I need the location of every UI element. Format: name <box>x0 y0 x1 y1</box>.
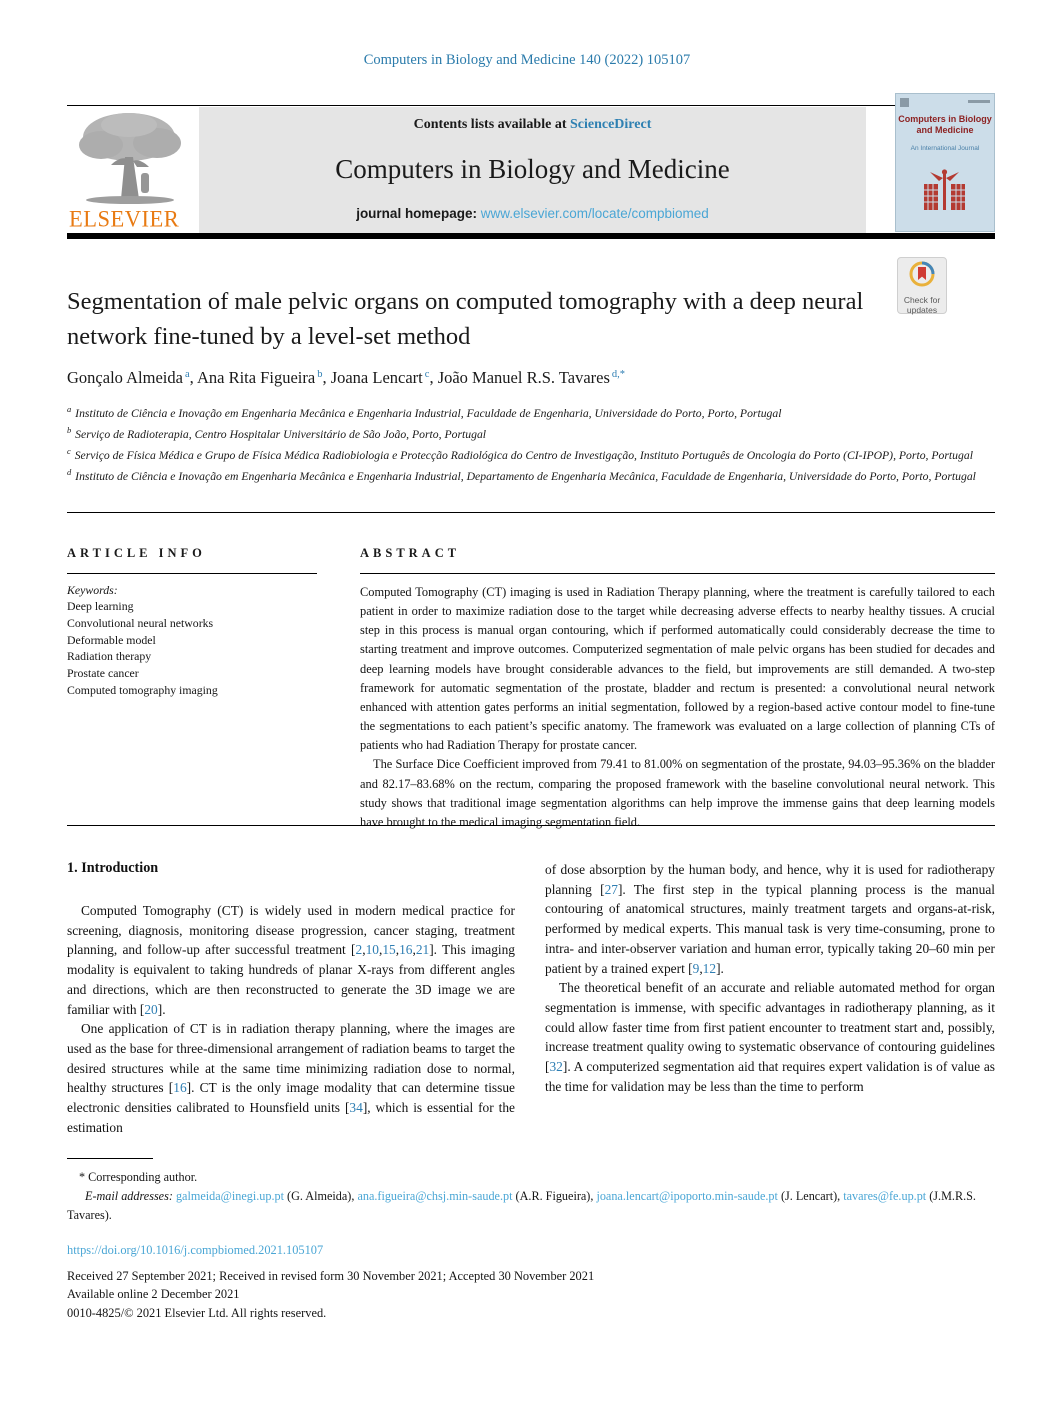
intro-paragraph <box>545 860 995 978</box>
citation-ref[interactable]: 12 <box>702 960 717 976</box>
abstract-paragraph: The Surface Dice Coefficient improved from 79.41 to 81.00% on segmentation of the prostate, 94.03–95.36% on the bladder and 82.17–83.68% on the rectum, comparing the proposed framework with the baseline convolutional neural network. This study shows that traditional image segmentation algorithms can help improve the immense gains that deep learning models have brought to the medical imaging segmentation field. <box>360 757 995 829</box>
text-run: Gonçalo Almeida <box>67 368 183 387</box>
keyword-item: Deformable model <box>67 632 156 647</box>
check-updates-badge[interactable] <box>897 257 947 314</box>
affiliation-b <box>67 424 995 445</box>
elsevier-wordmark: ELSEVIER <box>69 205 180 232</box>
citation-ref[interactable]: 16 <box>399 942 413 958</box>
text-run: One application of CT is in radiation therapy planning, where the images are used as the base for three-dimensional arrangement of radiation beams to target the desired structures while at the same time minimizing radiation dose to normal, healthy structures [ <box>67 1021 515 1096</box>
citation-ref[interactable]: 21 <box>415 942 430 958</box>
citation-ref[interactable]: 15 <box>382 942 396 958</box>
text-run: , <box>395 942 400 958</box>
intro-paragraph <box>545 978 995 1096</box>
email-link[interactable]: joana.lencart@ipoporto.min-saude.pt <box>596 1188 778 1203</box>
cover-caduceus-icon <box>896 168 994 217</box>
author-list <box>67 368 967 388</box>
keyword-item: Convolutional neural networks <box>67 615 214 630</box>
available-online: Available online 2 December 2021 <box>67 1287 240 1302</box>
author-affiliation-ref[interactable]: d,* <box>611 368 626 380</box>
keyword-item: Computed tomography imaging <box>67 682 218 697</box>
journal-title: Computers in Biology and Medicine <box>335 154 730 184</box>
homepage-prefix: journal homepage: <box>356 206 481 221</box>
intro-paragraph <box>67 1019 515 1137</box>
abstract-paragraph: Computed Tomography (CT) imaging is used in Radiation Therapy planning, where the treatment is carefully tailored to each patient in order to maximize radiation dose to the target while decreasing adverse effects to nearby healthy tissues. A crucial step in this process is manual organ contouring, which if performed automatically could considerably decrease the time to starting treatment and improve outcomes. Computerized segmentation of male pelvic organs has been studied for decades and deep learning models have brought considerable advances to the field, but improvements are still demanded. A two-step framework for automatic segmentation of the prostate, bladder and rectum is presented: a convolutional neural network enhanced with attention gates performs an initial segmentation, followed by a region-based active contour model to fine-tune the segmentations to each patient’s specific anatomy. The framework was evaluated on a large collection of planning CTs of patients who had Radiation Therapy for prostate cancer. <box>360 585 995 753</box>
homepage-link[interactable]: www.elsevier.com/locate/compbiomed <box>480 206 709 221</box>
text-run: ]. This imaging modality is equivalent to taking hundreds of planar X-rays from different angles and directions, which are then reconstructed to generate the 3D image we are familiar with [ <box>67 942 515 1017</box>
intro-left-column <box>67 860 515 1137</box>
divider-bar <box>67 233 995 239</box>
text-run: a <box>67 404 72 414</box>
masthead <box>67 105 995 234</box>
text-run: ]. <box>157 1001 166 1017</box>
abstract-rule <box>360 573 995 574</box>
email-link[interactable]: tavares@fe.up.pt <box>843 1188 927 1203</box>
text-run: (J. Lencart), <box>777 1188 844 1203</box>
abstract-heading: ABSTRACT <box>360 546 461 560</box>
citation-ref[interactable]: 16 <box>173 1080 187 1096</box>
footer-block <box>67 1241 995 1322</box>
check-updates-icon <box>907 260 937 290</box>
article-info-heading: ARTICLE INFO <box>67 546 206 560</box>
citation-ref[interactable]: 34 <box>349 1100 363 1116</box>
email-addresses-line <box>67 1187 995 1225</box>
email-link[interactable]: galmeida@inegi.up.pt <box>175 1188 284 1203</box>
text-run: Instituto de Ciência e Inovação em Engenharia Mecânica e Engenharia Industrial, Faculdade de Engenharia, Universidade do Porto, Porto, Portugal <box>72 406 782 420</box>
text-run: Serviço de Radioterapia, Centro Hospitalar Universitário de São João, Porto, Portugal <box>72 427 487 441</box>
elsevier-logo[interactable] <box>67 107 199 234</box>
text-run: ]. <box>716 960 724 976</box>
author-affiliation-ref[interactable]: c <box>424 368 430 380</box>
cover-issn-marks <box>900 98 990 106</box>
check-updates-label: Check for updates <box>903 295 941 315</box>
cover-title: Computers in Biology and Medicine <box>898 114 992 136</box>
citation-ref[interactable]: 27 <box>604 881 618 897</box>
text-run: ]. A computerized segmentation aid that requires expert validation is of value as the time for validation may be less than the time to perform <box>545 1059 995 1094</box>
intro-heading: 1. Introduction <box>67 860 159 876</box>
abstract-text <box>360 583 995 832</box>
intro-paragraph <box>67 901 515 1019</box>
doi-link[interactable]: https://doi.org/10.1016/j.compbiomed.2021.105107 <box>67 1243 324 1257</box>
text-run: , João Manuel R.S. Tavares <box>429 368 610 387</box>
abstract-column <box>360 540 995 832</box>
article-info-column <box>67 540 317 699</box>
article-info-rule <box>67 573 317 574</box>
footnote-block <box>67 1158 995 1225</box>
received-dates: Received 27 September 2021; Received in revised form 30 November 2021; Accepted 30 November 2021 <box>67 1268 595 1283</box>
text-run: , <box>412 942 416 958</box>
author-affiliation-ref[interactable]: b <box>317 368 323 380</box>
citation-ref[interactable]: 32 <box>549 1059 563 1075</box>
citation-ref[interactable]: 10 <box>365 942 379 958</box>
corresponding-author-note: * Corresponding author. <box>79 1170 198 1184</box>
text-run: (A.R. Figueira), <box>512 1188 597 1203</box>
citation-ref[interactable]: 2 <box>355 942 363 958</box>
text-run: ]. CT is the only image modality that can determine tissue electronic densities calibrated to Hounsfield units [ <box>67 1080 515 1116</box>
author-affiliation-ref[interactable]: a <box>184 368 190 380</box>
text-run: ], which is essential for the estimation <box>67 1100 515 1135</box>
footnote-rule <box>67 1158 153 1159</box>
text-run: Serviço de Física Médica e Grupo de Física Médica Radiobiologia e Protecção Radiológica do Centro de Investigação, Instituto Português de Oncologia do Porto (CI-IPOP), Porto, Portugal <box>71 448 973 462</box>
text-run: , Ana Rita Figueira <box>189 368 316 387</box>
text-run: (J.M.R.S. Tavares). <box>67 1188 976 1222</box>
text-run: , <box>378 942 383 958</box>
text-run: b <box>67 424 72 435</box>
text-run: ]. The first step in the typical planning process is the manual contouring of anatomical structures, mainly treatment targets and organs-at-risk, performed by medical experts. This manual task is very time-consuming, prone to intra- and inter-observer variation and human error, typically taking 20–60 min per patient by a trained expert [ <box>545 881 995 976</box>
citation-ref[interactable]: 9 <box>692 960 700 976</box>
masthead-box <box>199 107 866 234</box>
affiliations <box>67 403 995 486</box>
keyword-item: Prostate cancer <box>67 666 139 680</box>
text-run: , Joana Lencart <box>322 368 423 387</box>
page-citation: Computers in Biology and Medicine 140 (2022) 105107 <box>363 52 691 68</box>
text-run: c <box>67 445 71 456</box>
text-run: , <box>699 960 703 976</box>
text-run: (G. Almeida), <box>283 1188 358 1203</box>
citation-ref[interactable]: 20 <box>144 1001 158 1017</box>
text-run: Computed Tomography (CT) is widely used in modern medical practice for screening, diagnosis, monitoring disease progression, cancer staging, treatment planning, and follow-up after successful treatment [ <box>67 903 515 958</box>
homepage-line <box>199 206 866 221</box>
affiliation-c <box>67 445 995 466</box>
keyword-item: Radiation therapy <box>67 649 152 664</box>
elsevier-tree-icon <box>71 107 195 205</box>
text-run: , <box>362 942 366 958</box>
article-title: Segmentation of male pelvic organs on computed tomography with a deep neural network fine-tuned by a level-set method <box>67 288 864 351</box>
text-run: of dose absorption by the human body, and hence, why it is used for radiotherapy planning [ <box>545 862 995 897</box>
contents-line <box>199 117 866 133</box>
affiliation-a <box>67 403 995 424</box>
text-run: d <box>67 466 72 477</box>
sciencedirect-link[interactable]: ScienceDirect <box>569 117 652 132</box>
keyword-item: Deep learning <box>67 599 134 613</box>
text-run: The theoretical benefit of an accurate and reliable automated method for organ segmentation is immense, with specific advantages in radiotherapy planning, as it could allow faster time from first patient encounter to treatment start and, possibly, increase treatment quality owing to systematic observance of contouring guidelines [ <box>545 980 995 1075</box>
affiliation-d <box>67 466 995 487</box>
copyright-line: 0010-4825/© 2021 Elsevier Ltd. All rights reserved. <box>67 1305 327 1320</box>
email-link[interactable]: ana.figueira@chsj.min-saude.pt <box>357 1188 513 1203</box>
cover-subtitle: An International Journal <box>910 144 980 152</box>
section-rule-top <box>67 512 995 513</box>
text-run: E-mail addresses: <box>85 1188 176 1203</box>
text-run: Instituto de Ciência e Inovação em Engenharia Mecânica e Engenharia Industrial, Departamento de Engenharia Mecânica, Faculdade de Engenharia, Universidade do Porto, Porto, Portugal <box>72 469 976 483</box>
contents-prefix: Contents lists available at <box>413 117 570 132</box>
journal-cover-thumbnail[interactable] <box>895 93 995 232</box>
section-rule-bottom <box>67 825 995 826</box>
keywords-label: Keywords: <box>67 583 118 597</box>
intro-right-column <box>545 860 995 1096</box>
